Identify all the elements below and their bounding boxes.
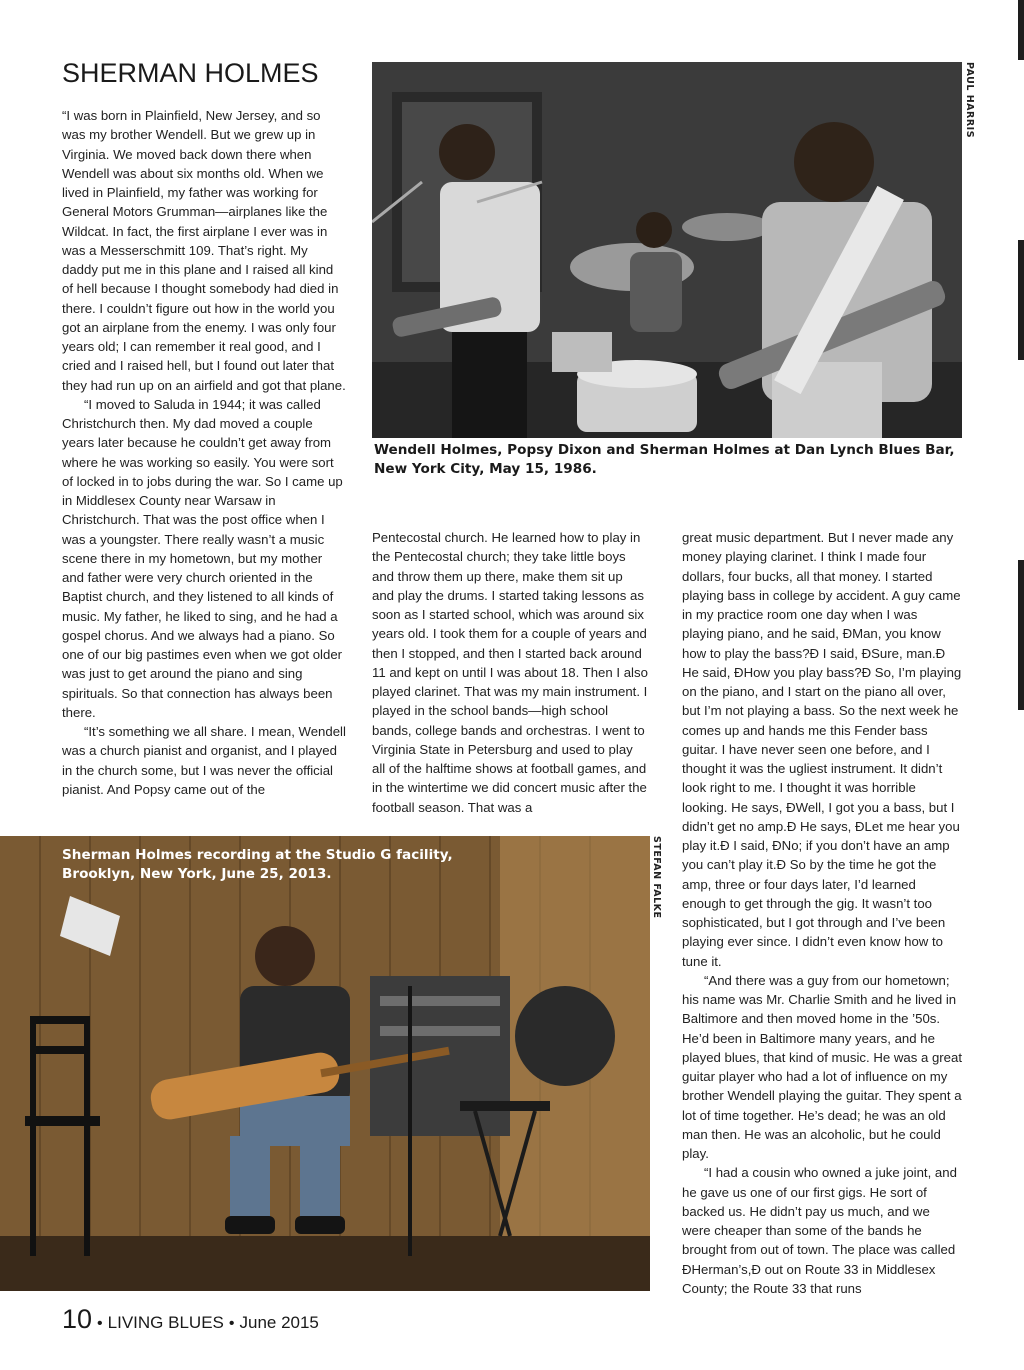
edge-tab [1018, 560, 1024, 710]
photo-credit-live: PAUL HARRIS [964, 62, 975, 139]
article-headline: SHERMAN HOLMES [62, 58, 319, 88]
paragraph: “And there was a guy from our hometown; his name was Mr. Charlie Smith and he lived in Baltimore and then moved home in the ’50s. He’d been in Baltimore many years, and he played blues, that kind of music. He was a great guitar player who had a lot of influence on my brother Wendell playing the guitar. They spent a lot of time together. He’s dead; he was an old man then. He was an alcoholic, but he could play. [682, 972, 963, 1161]
article-column-3 [682, 528, 962, 1298]
footer-separator: • [228, 1315, 235, 1332]
photo-studio-session [0, 836, 650, 1291]
publication-name: LIVING BLUES [107, 1313, 224, 1332]
photo-live-performance [372, 62, 962, 438]
paragraph: “It’s something we all share. I mean, Wendell was a church pianist and organist, and I played in the church some, but I was never the official pianist. And Popsy came out of the [62, 724, 346, 797]
edge-tab [1018, 0, 1024, 60]
paragraph: “I was born in Plainfield, New Jersey, and so was my brother Wendell. But we grew up in Virginia. We moved back down there when Wendell was about six months old. When we lived in Plainfield, my father was working for General Motors Grumman—airplanes like the Wildcat. In fact, the first airplane I ever was in was a Messerschmitt 109. That’s right. My daddy put me in this plane and I raised all kind of hell because I thought somebody had died in there. I couldn’t figure out how in the world you got an airplane from the enemy. I was only four years old; I can remember it real good, and I cried and I raised hell, but I found out later that they had run up on an airfield and got that plane. [62, 108, 346, 393]
page-number: 10 [62, 1304, 93, 1334]
page-footer [62, 1304, 319, 1335]
page-edge-tabs [1018, 0, 1024, 1370]
studio-photo-image [0, 836, 650, 1291]
paragraph: great music department. But I never made any money playing clarinet. I think I made four dollars, four bucks, all that money. I started playing bass in college by accident. A guy came in my practice room one day when I was playing piano, and he said, ÐMan, you know how to play the bass?Ð I said, ÐSure, man.Ð He said, ÐHow you play bass?Ð So, I’m playing on the piano, and I start on the piano all over, but I’m not playing a bass. So the next week he comes up and hands me this Fender bass guitar. I have never seen one before, and I thought it was the ugliest instrument. It didn’t look right to me. I thought it was horrible looking. He says, ÐWell, I got you a bass, but I didn’t get no amp.Ð He says, ÐLet me hear you play it.Ð I said, ÐNo; if you don’t have an amp you can’t play it.Ð So by the time he got the amp, three or four days later, I’d learned enough to get through the gig. It wasn’t too sophisticated, but I got through and I’ve been playing ever since. I didn’t even know how to tune it. [682, 530, 962, 969]
footer-separator: • [97, 1315, 103, 1332]
article-column-1 [62, 106, 346, 799]
article-column-2 [372, 528, 648, 817]
paragraph: “I moved to Saluda in 1944; it was called Christchurch then. My dad moved a couple years later because he couldn’t get away from where he was working so easily. You were sort of locked in to jobs during the war. So I came up in Middlesex County near Warsaw in Christchurch. That was the post office when I was a youngster. There really wasn’t a music scene there in my hometown, but my mother and father were very church oriented in the Baptist church, and they listened to all kinds of music. My father, he liked to sing, and he had a gospel chorus. And we always had a piano. So one of our big pastimes even when we got older was just to get around the piano and sing spirituals. So that connection has always been there. [62, 396, 343, 720]
performance-photo-image [372, 62, 962, 438]
paragraph: “I had a cousin who owned a juke joint, and he gave us one of our first gigs. He sort of backed us. He didn’t pay us much, and we were cheaper than some of the bands he brought from out of town. The place was called ÐHerman’s,Ð out on Route 33 in Middlesex County; the Route 33 that runs [682, 1165, 957, 1296]
paragraph: Pentecostal church. He learned how to play in the Pentecostal church; they take little boys and throw them up there, make them sit up and play the drums. I started taking lessons as soon as I started school, which was around six years old. I took them for a couple of years and then I stopped, and then I started back around 11 and kept on until I was about 18. Then I also played clarinet. That was my main instrument. I played in the school bands—high school bands, college bands and orchestras. I went to Virginia State in Petersburg and used to play all of the halftime shows at football games, and in the wintertime we did concert music after the football season. That was a [372, 530, 648, 815]
photo-caption-live: Wendell Holmes, Popsy Dixon and Sherman Holmes at Dan Lynch Blues Bar, New York City, May 15, 1986. [374, 442, 955, 477]
issue-date: June 2015 [239, 1313, 319, 1332]
photo-credit-studio: STEFAN FALKE [651, 836, 662, 919]
edge-tab [1018, 240, 1024, 360]
photo-caption-studio: Sherman Holmes recording at the Studio G facility, Brooklyn, New York, June 25, 2013. [62, 847, 453, 882]
